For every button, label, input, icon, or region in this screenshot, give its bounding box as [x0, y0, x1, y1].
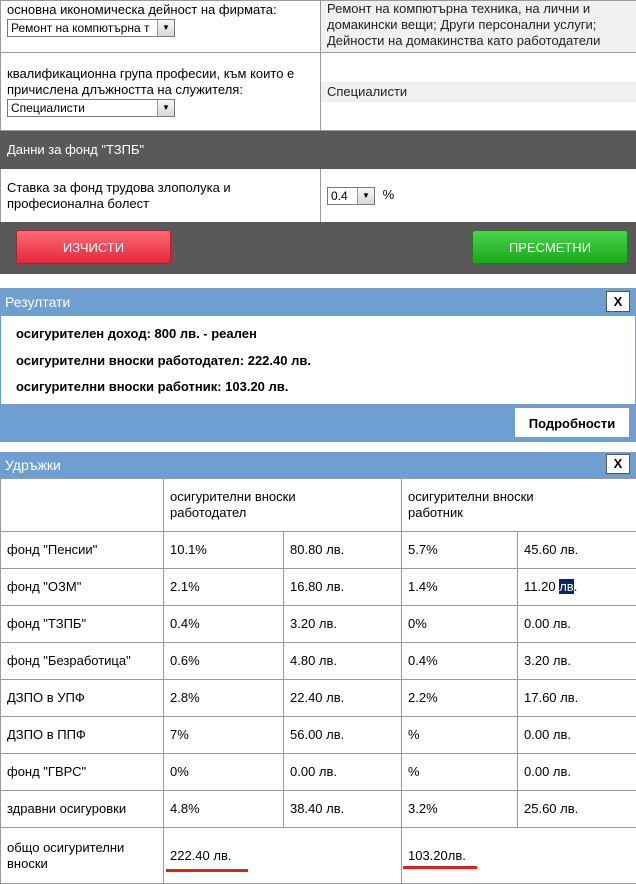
employee-amount: 45.60 лв. [518, 532, 636, 569]
employer-amount: 3.20 лв. [284, 606, 402, 643]
employee-amount: 0.00 лв. [518, 754, 636, 791]
action-bar [0, 222, 636, 274]
fund-name: фонд "ОЗМ" [1, 569, 164, 606]
employer-amount: 0.00 лв. [284, 754, 402, 791]
selected-text: лв [559, 579, 574, 594]
activity-select[interactable] [7, 19, 175, 37]
chevron-down-icon: ▼ [157, 20, 174, 36]
results-title: Резултати [5, 294, 70, 310]
activity-value: Ремонт на компютърна техника, на лични и домакински вещи; Други персонални услуги; Дейности на домакинства като работодатели [321, 1, 636, 53]
fund-name: фонд "Безработица" [1, 643, 164, 680]
employee-amount [518, 569, 636, 606]
employee-amount: 0.00 лв. [518, 606, 636, 643]
clear-button[interactable]: ИЗЧИСТИ [16, 230, 171, 264]
calculate-button[interactable]: ПРЕСМЕТНИ [472, 230, 628, 264]
withholdings-title: Удръжки [5, 457, 61, 473]
activity-select-value: Ремонт на компютърна т [8, 20, 157, 36]
result-employee: осигурителни вноски работник: 103.20 лв. [16, 379, 288, 394]
table-row [1, 680, 636, 717]
chevron-down-icon: ▼ [357, 188, 374, 204]
fund-name: ДЗПО в ППФ [1, 717, 164, 754]
qualification-select[interactable] [7, 99, 175, 117]
employer-pct: 2.8% [164, 680, 284, 717]
table-row [1, 643, 636, 680]
fund-name: здравни осигуровки [1, 791, 164, 828]
header-employer: осигурителни вноски работодател [164, 479, 402, 532]
employer-amount: 80.80 лв. [284, 532, 402, 569]
calculator-form [0, 0, 636, 223]
employee-pct: 0.4% [402, 643, 518, 680]
activity-label: основна икономическа дейност на фирмата: [7, 2, 314, 18]
employee-pct: % [402, 717, 518, 754]
rate-select[interactable] [327, 187, 375, 205]
total-employer: 222.40 лв. [164, 828, 402, 884]
withholdings-close-button[interactable]: X [606, 454, 630, 474]
employee-amount: 0.00 лв. [518, 717, 636, 754]
employer-amount: 16.80 лв. [284, 569, 402, 606]
tzpb-section-title: Данни за фонд "ТЗПБ" [1, 131, 636, 169]
table-row [1, 791, 636, 828]
employer-pct: 4.8% [164, 791, 284, 828]
rate-select-value: 0.4 [328, 188, 357, 204]
employee-amount: 17.60 лв. [518, 680, 636, 717]
result-employer: осигурителни вноски работодател: 222.40 лв. [16, 353, 311, 368]
qualification-row [1, 53, 636, 131]
total-employer-underline [166, 869, 248, 872]
employee-pct: 5.7% [402, 532, 518, 569]
employer-pct: 7% [164, 717, 284, 754]
fund-name: ДЗПО в УПФ [1, 680, 164, 717]
employer-amount: 22.40 лв. [284, 680, 402, 717]
employer-amount: 38.40 лв. [284, 791, 402, 828]
qualification-label: квалификационна група професии, към които е причислена длъжността на служителя: [7, 66, 314, 98]
employer-pct: 0.4% [164, 606, 284, 643]
employer-pct: 10.1% [164, 532, 284, 569]
employee-amount-number: 11.20 [524, 579, 556, 594]
fund-name: фонд "Пенсии" [1, 532, 164, 569]
total-label: общо осигурителни вноски [1, 828, 164, 884]
employee-pct: % [402, 754, 518, 791]
activity-row [1, 1, 636, 53]
employer-amount: 56.00 лв. [284, 717, 402, 754]
table-row [1, 532, 636, 569]
employee-pct: 3.2% [402, 791, 518, 828]
table-row [1, 754, 636, 791]
result-income: осигурителен доход: 800 лв. - реален [16, 326, 257, 341]
rate-row [1, 169, 636, 223]
table-row [1, 569, 636, 606]
withholdings-header [0, 452, 636, 478]
employee-pct: 0% [402, 606, 518, 643]
rate-unit: % [383, 187, 395, 202]
details-button[interactable]: Подробности [514, 407, 630, 438]
employee-amount-tail: . [574, 579, 578, 594]
table-row [1, 606, 636, 643]
results-body [0, 316, 636, 404]
employee-pct: 1.4% [402, 569, 518, 606]
results-header [0, 288, 636, 316]
employer-amount: 4.80 лв. [284, 643, 402, 680]
fund-name: фонд "ГВРС" [1, 754, 164, 791]
fund-name: фонд "ТЗПБ" [1, 606, 164, 643]
header-employee: осигурителни вноски работник [402, 479, 636, 532]
total-employee-underline [403, 866, 477, 869]
employer-pct: 0.6% [164, 643, 284, 680]
employee-pct: 2.2% [402, 680, 518, 717]
withholdings-table [0, 478, 636, 884]
chevron-down-icon: ▼ [157, 100, 174, 116]
qualification-select-value: Специалисти [8, 100, 157, 116]
total-row [1, 828, 636, 884]
employee-amount: 25.60 лв. [518, 791, 636, 828]
tzpb-section-row [1, 131, 636, 169]
rate-label: Ставка за фонд трудова злополука и професионална болест [1, 169, 321, 223]
results-footer [0, 404, 636, 442]
qualification-value: Специалисти [321, 82, 636, 102]
total-employee: 103.20лв. [402, 828, 636, 884]
employer-pct: 2.1% [164, 569, 284, 606]
employee-amount: 3.20 лв. [518, 643, 636, 680]
table-header-row [1, 479, 636, 532]
employer-pct: 0% [164, 754, 284, 791]
table-row [1, 717, 636, 754]
results-close-button[interactable]: X [606, 291, 630, 312]
